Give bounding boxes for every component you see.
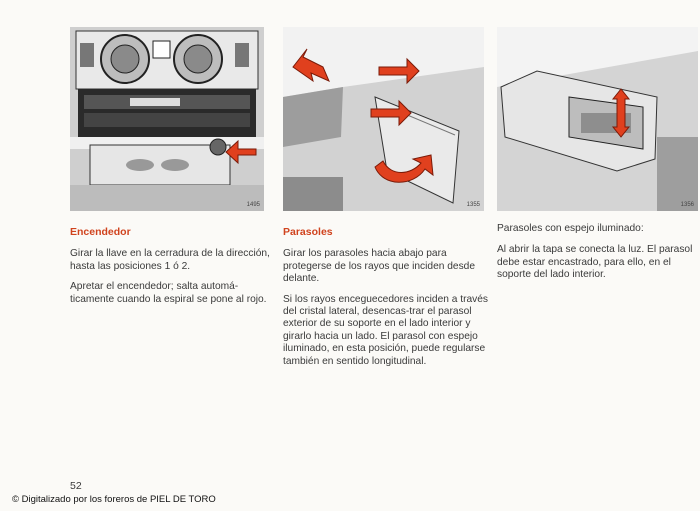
section-lighted-mirror — [497, 223, 700, 290]
figure-sun-visors — [283, 27, 484, 211]
paragraph: Al abrir la tapa se conecta la luz. El parasol debe estar encastrado, para ello, en el soporte del lado interior. — [497, 244, 693, 281]
section-lighter — [70, 226, 270, 314]
visor-mirror-illustration — [497, 27, 698, 211]
section-sun-visors — [283, 226, 493, 376]
dashboard-illustration — [70, 27, 264, 211]
page-number: 52 — [70, 480, 82, 492]
paragraph: Apretar el encendedor; salta automá-ticamente cuando la espiral se pone al rojo. — [70, 281, 267, 305]
section-heading: Encendedor — [70, 226, 131, 238]
figure-lighted-mirror — [497, 27, 698, 211]
section-subtitle: Parasoles con espejo iluminado: — [497, 223, 644, 234]
paragraph: Girar la llave en la cerradura de la dirección, hasta las posiciones 1 ó 2. — [70, 248, 270, 272]
figure-number: 1356 — [680, 202, 694, 208]
figure-number: 1355 — [466, 202, 480, 208]
figure-cigarette-lighter — [70, 27, 264, 211]
paragraph: Si los rayos enceguecedores inciden a través del cristal lateral, desencas-trar el parasol exterior de su soporte en el lado interior y girarlo hacia un lado. El parasol con espejo iluminado, en esta posición, puede regularse también en sentido longitudinal. — [283, 293, 488, 367]
figure-number: 1495 — [246, 202, 260, 208]
paragraph: Girar los parasoles hacia abajo para protegerse de los rayos que inciden desde delante. — [283, 248, 475, 285]
section-heading: Parasoles — [283, 226, 333, 238]
credit-line: © Digitalizado por los foreros de PIEL DE TORO — [12, 494, 216, 505]
sun-visor-illustration — [283, 27, 484, 211]
